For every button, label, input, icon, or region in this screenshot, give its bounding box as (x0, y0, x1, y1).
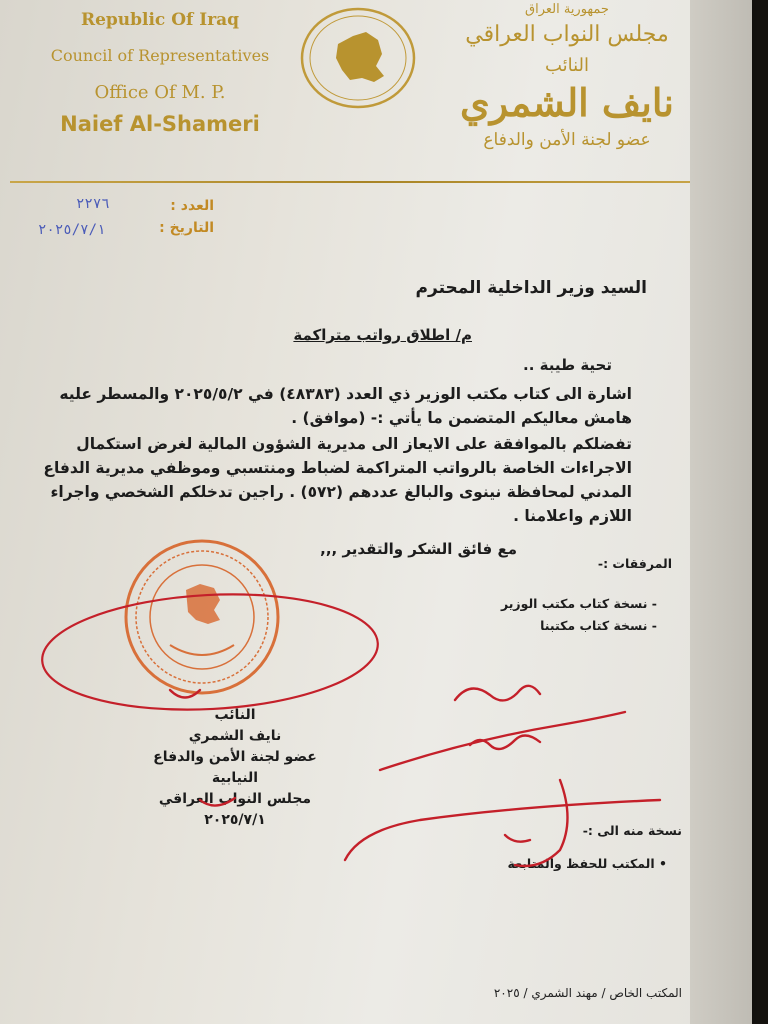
subject: م/ اطلاق رواتب متراكمة (293, 326, 472, 344)
signature-title: النائب (214, 707, 256, 723)
paragraph-1: اشارة الى كتاب مكتب الوزير ذي العدد (٤٨٣٨٣) في ٢٠٢٥/٥/٢ والمسطر عليه هامش معاليكم المتضمن ما يأتي :- (موافق) . (59, 385, 632, 427)
ref-number-value: ٢٢٧٦ (76, 196, 110, 212)
copy-to-item: • المكتب للحفظ والمتابعة (507, 856, 667, 871)
copy-to-label: نسخة منه الى :- (582, 823, 682, 838)
red-handwriting-icon (170, 686, 660, 866)
header-ar-council: مجلس النواب العراقي (465, 22, 669, 47)
footer-note: المكتب الخاص / مهند الشمري / ٢٠٢٥ (493, 986, 682, 1000)
attachment-item: - نسخة كتاب مكتب الوزير (500, 596, 657, 611)
back-sheet (690, 0, 752, 1024)
header-ar-name: نايف الشمري (459, 80, 674, 125)
closing: مع فائق الشكر والتقدير ,,, (320, 540, 517, 558)
official-stamp-icon (126, 541, 278, 693)
header-en-name: Naief Al-Shameri (60, 112, 260, 136)
paragraph-2: تفضلكم بالموافقة على الايعاز الى مديرية الشؤون المالية لغرض استكمال الاجراءات الخاصة بالرواتب المتراكمة لضباط ومنتسبي وموظفي مديرية الدفاع المدني لمحافظة نينوى والبالغ عددهم (٥٧٢) . راجين تدخلكم الشخصي واجراء اللازم واعلامنا . (43, 435, 632, 525)
greeting: تحية طيبة .. (523, 356, 612, 374)
header-en-council: Council of Representatives (50, 46, 270, 65)
header-ar-title: النائب (544, 55, 590, 76)
addressee: السيد وزير الداخلية المحترم (415, 278, 647, 298)
header-en-office: Office Of M. P. (94, 82, 226, 103)
ref-date-value: ٢٠٢٥/٧/١ (38, 222, 106, 238)
signature-date: ٢٠٢٥/٧/١ (204, 812, 266, 828)
attachment-item: - نسخة كتاب مكتبنا (540, 618, 657, 633)
signature-name: نايف الشمري (188, 728, 282, 744)
header-en-country: Republic Of Iraq (80, 10, 240, 30)
header-ar-country: جمهورية العراق (525, 2, 609, 17)
header-ar-committee: عضو لجنة الأمن والدفاع (483, 130, 651, 150)
ref-number-label: العدد : (170, 198, 214, 214)
attachments-label: المرفقات :- (597, 556, 672, 571)
ref-date-label: التاريخ : (159, 220, 214, 236)
signature-committee: عضو لجنة الأمن والدفاع النيابية (153, 749, 317, 786)
signature-council: مجلس النواب العراقي (158, 791, 312, 807)
